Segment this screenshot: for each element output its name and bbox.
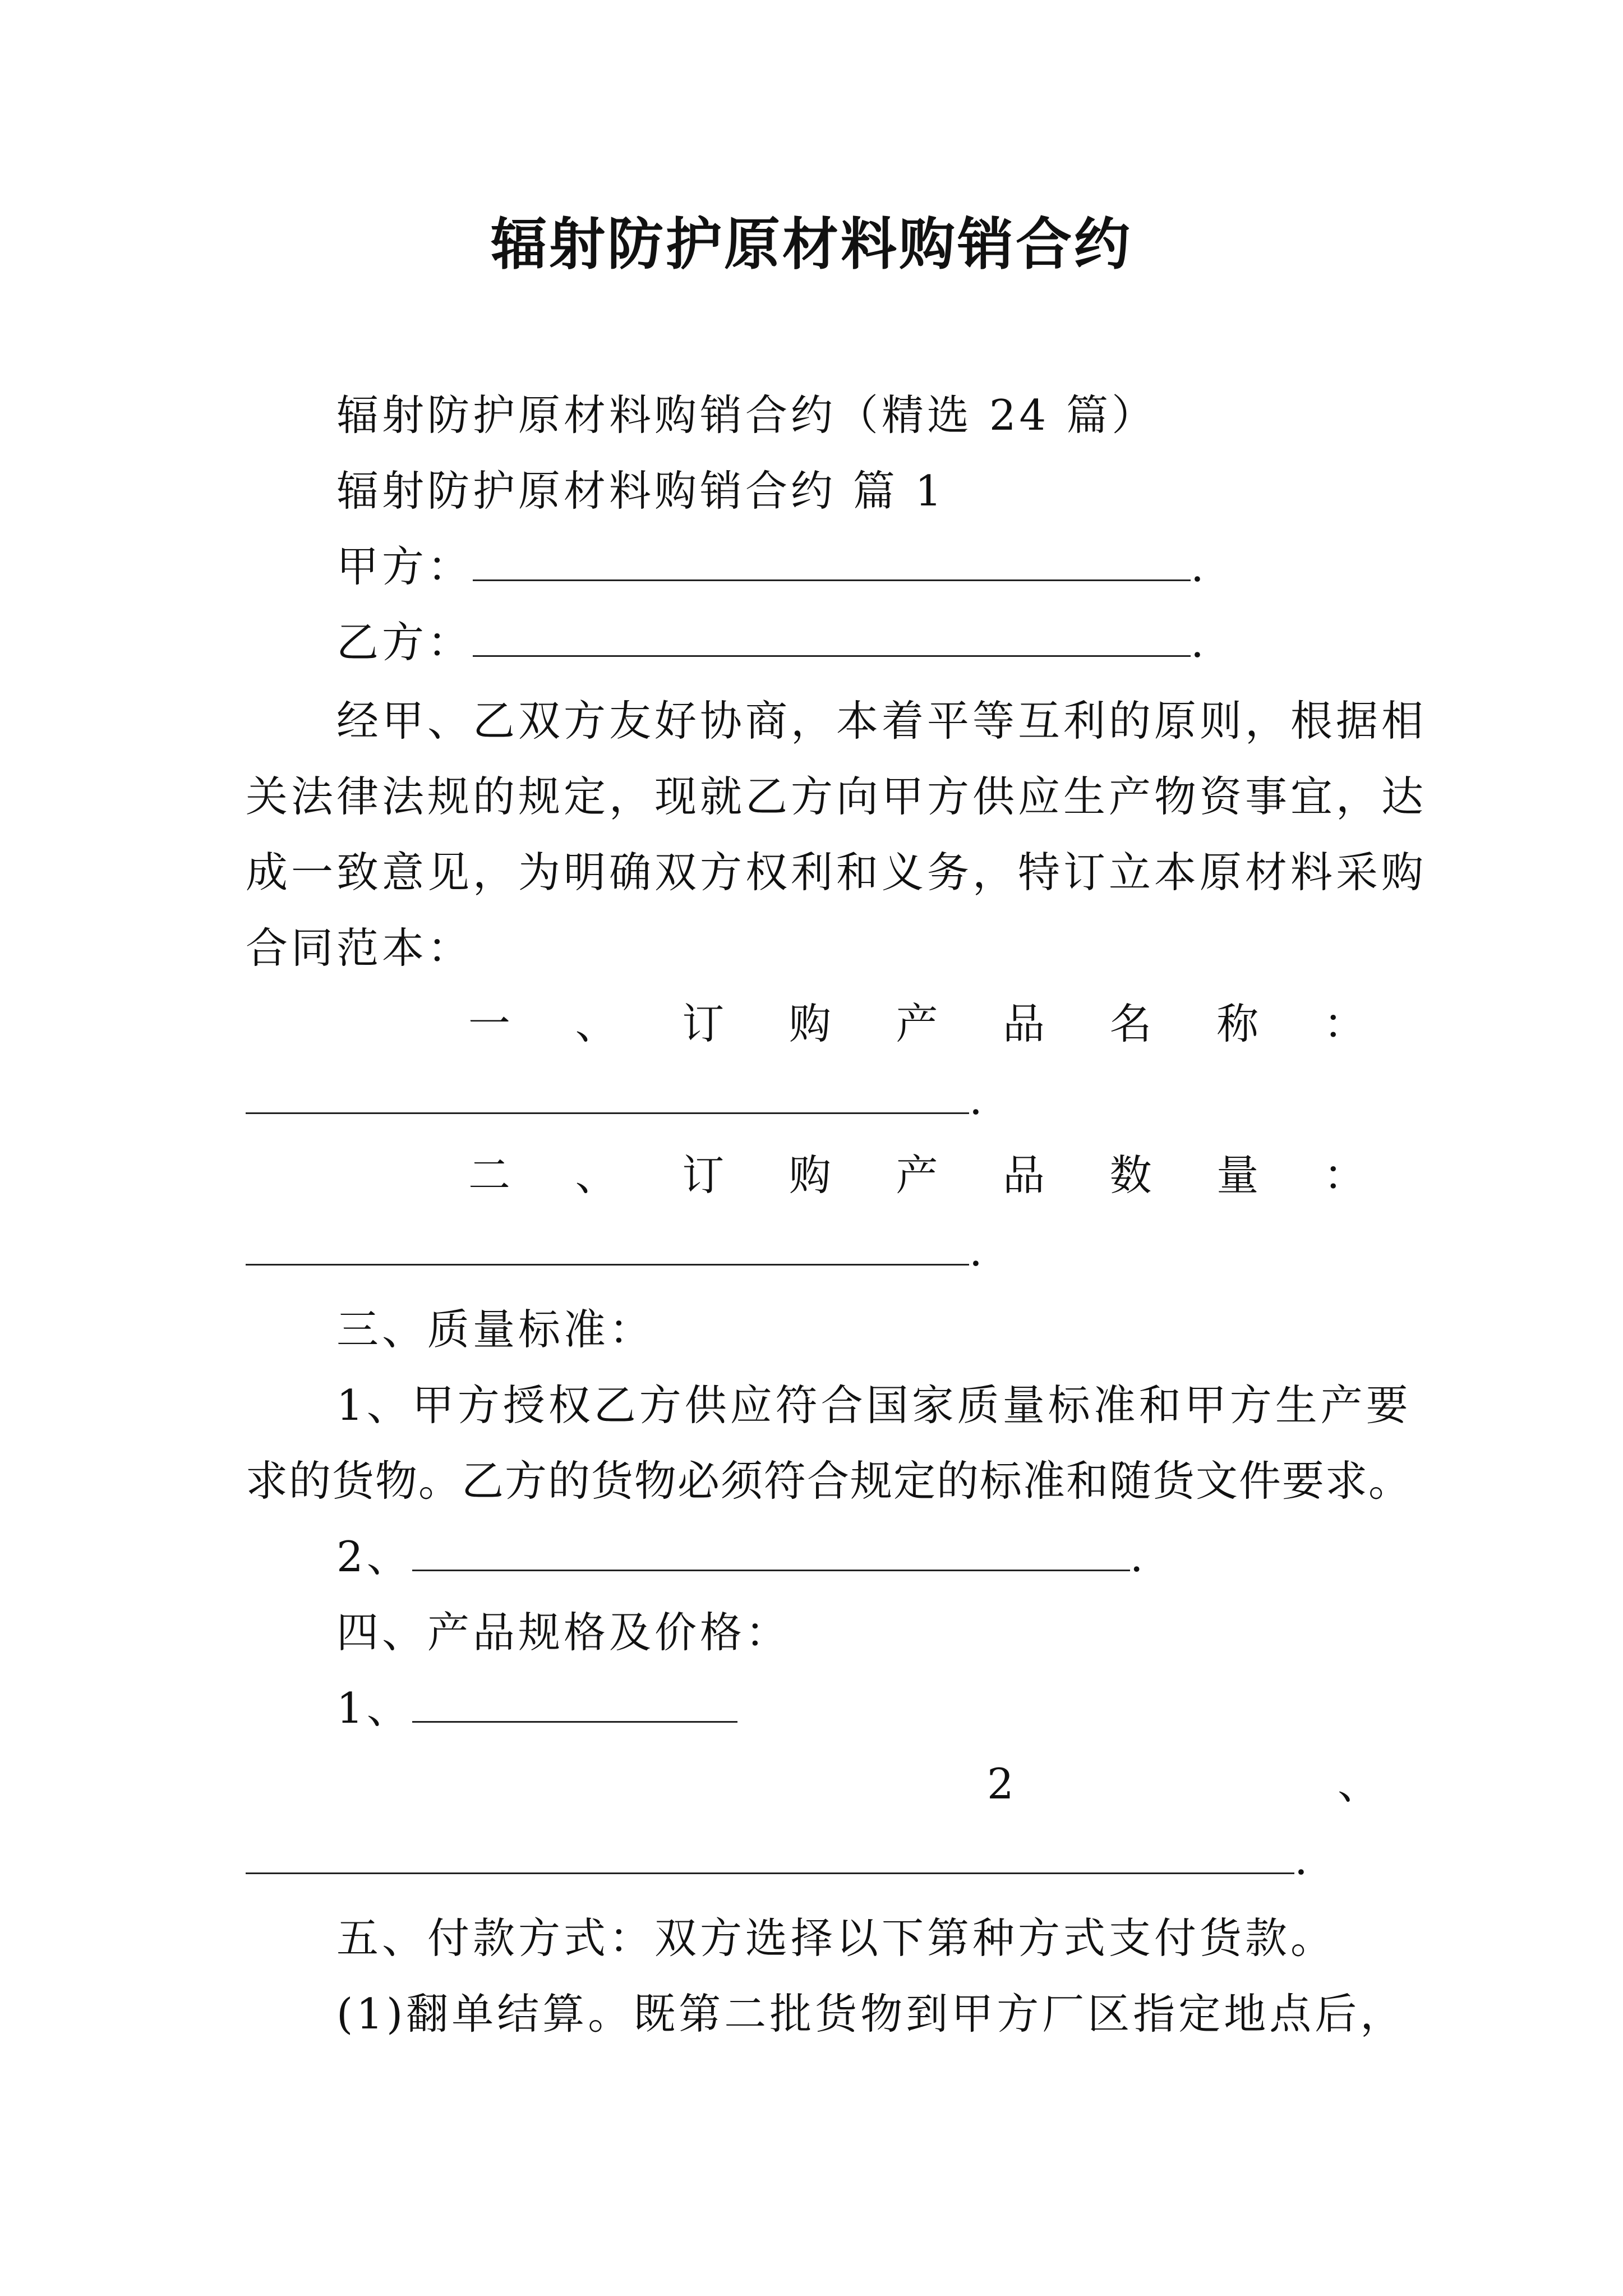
item1-char: 名 — [1109, 999, 1152, 1048]
item2-blank-row — [246, 1223, 986, 1279]
item2-char: 二 — [468, 1151, 511, 1200]
spec-item1-label: 1、 — [336, 1683, 412, 1733]
item2-char: 品 — [1003, 1151, 1045, 1200]
item2-char: 购 — [789, 1151, 831, 1200]
document-title: 辐射防护原材料购销合约 — [491, 211, 1132, 277]
product-quantity-blank[interactable] — [246, 1223, 969, 1266]
spec-item2-period: . — [1294, 1835, 1311, 1884]
spec-item1-blank[interactable] — [412, 1681, 737, 1723]
item1-char: 订 — [682, 999, 725, 1048]
spec-item2-separator: 、 — [1338, 1759, 1384, 1809]
item2-heading — [468, 1147, 1366, 1203]
item1-char: 一 — [468, 999, 511, 1048]
item5-heading: 五、付款方式：双方选择以下第种方式支付货款。 — [336, 1913, 1336, 1963]
item1-char: 品 — [1003, 999, 1045, 1048]
party-a-blank[interactable] — [473, 539, 1191, 581]
party-b-row — [336, 614, 1207, 670]
item2-char: ： — [1323, 1151, 1366, 1200]
party-b-blank[interactable] — [473, 615, 1191, 657]
spec-item2-blank[interactable] — [246, 1832, 1294, 1874]
item1-heading — [468, 996, 1366, 1052]
item1-char: 购 — [789, 999, 831, 1048]
item1-char: 产 — [896, 999, 938, 1048]
item1-char: 称 — [1216, 999, 1259, 1048]
item1-blank-row — [246, 1071, 986, 1128]
quality-item2-blank[interactable] — [412, 1529, 1130, 1571]
quality-paragraph-line: 求的货物。乙方的货物必须符合规定的标准和随货文件要求。 — [246, 1456, 1412, 1506]
intro-paragraph-line: 经甲、乙双方友好协商，本着平等互利的原则，根据相 — [336, 696, 1427, 746]
party-a-row — [336, 539, 1207, 595]
quality-paragraph-line: 1、甲方授权乙方供应符合国家质量标准和甲方生产要 — [336, 1381, 1412, 1430]
quality-item2-label: 2、 — [336, 1532, 412, 1581]
quality-item2-row — [336, 1529, 1147, 1585]
item4-heading: 四、产品规格及价格： — [336, 1608, 791, 1657]
spec-item2-number: 2 — [987, 1759, 1017, 1809]
section-heading: 辐射防护原材料购销合约 篇 1 — [336, 466, 946, 516]
party-b-label: 乙方： — [336, 618, 473, 667]
item1-period: . — [969, 1075, 986, 1124]
product-name-blank[interactable] — [246, 1072, 969, 1114]
item2-period: . — [969, 1226, 986, 1276]
document-subtitle: 辐射防护原材料购销合约（精选 24 篇） — [336, 390, 1158, 440]
intro-paragraph-line: 合同范本： — [246, 923, 473, 973]
payment-paragraph-line: (1)翻单结算。既第二批货物到甲方厂区指定地点后， — [336, 1989, 1406, 2039]
item2-char: 、 — [575, 1151, 617, 1200]
item1-char: ： — [1323, 999, 1366, 1048]
spec-item1-row — [336, 1680, 737, 1736]
party-a-period: . — [1191, 542, 1207, 591]
item2-char: 数 — [1109, 1151, 1152, 1200]
item3-heading: 三、质量标准： — [336, 1305, 655, 1354]
item2-char: 订 — [682, 1151, 725, 1200]
item1-char: 、 — [575, 999, 617, 1048]
quality-item2-period: . — [1129, 1532, 1147, 1581]
intro-paragraph-line: 关法律法规的规定，现就乙方向甲方供应生产物资事宜，达 — [246, 772, 1427, 821]
party-a-label: 甲方： — [336, 542, 473, 591]
item2-char: 产 — [896, 1151, 938, 1200]
intro-paragraph-line: 成一致意见，为明确双方权利和义务，特订立本原材料采购 — [246, 848, 1427, 897]
party-b-period: . — [1191, 618, 1207, 667]
spec-item2-blank-row — [246, 1832, 1311, 1888]
item2-char: 量 — [1216, 1151, 1259, 1200]
